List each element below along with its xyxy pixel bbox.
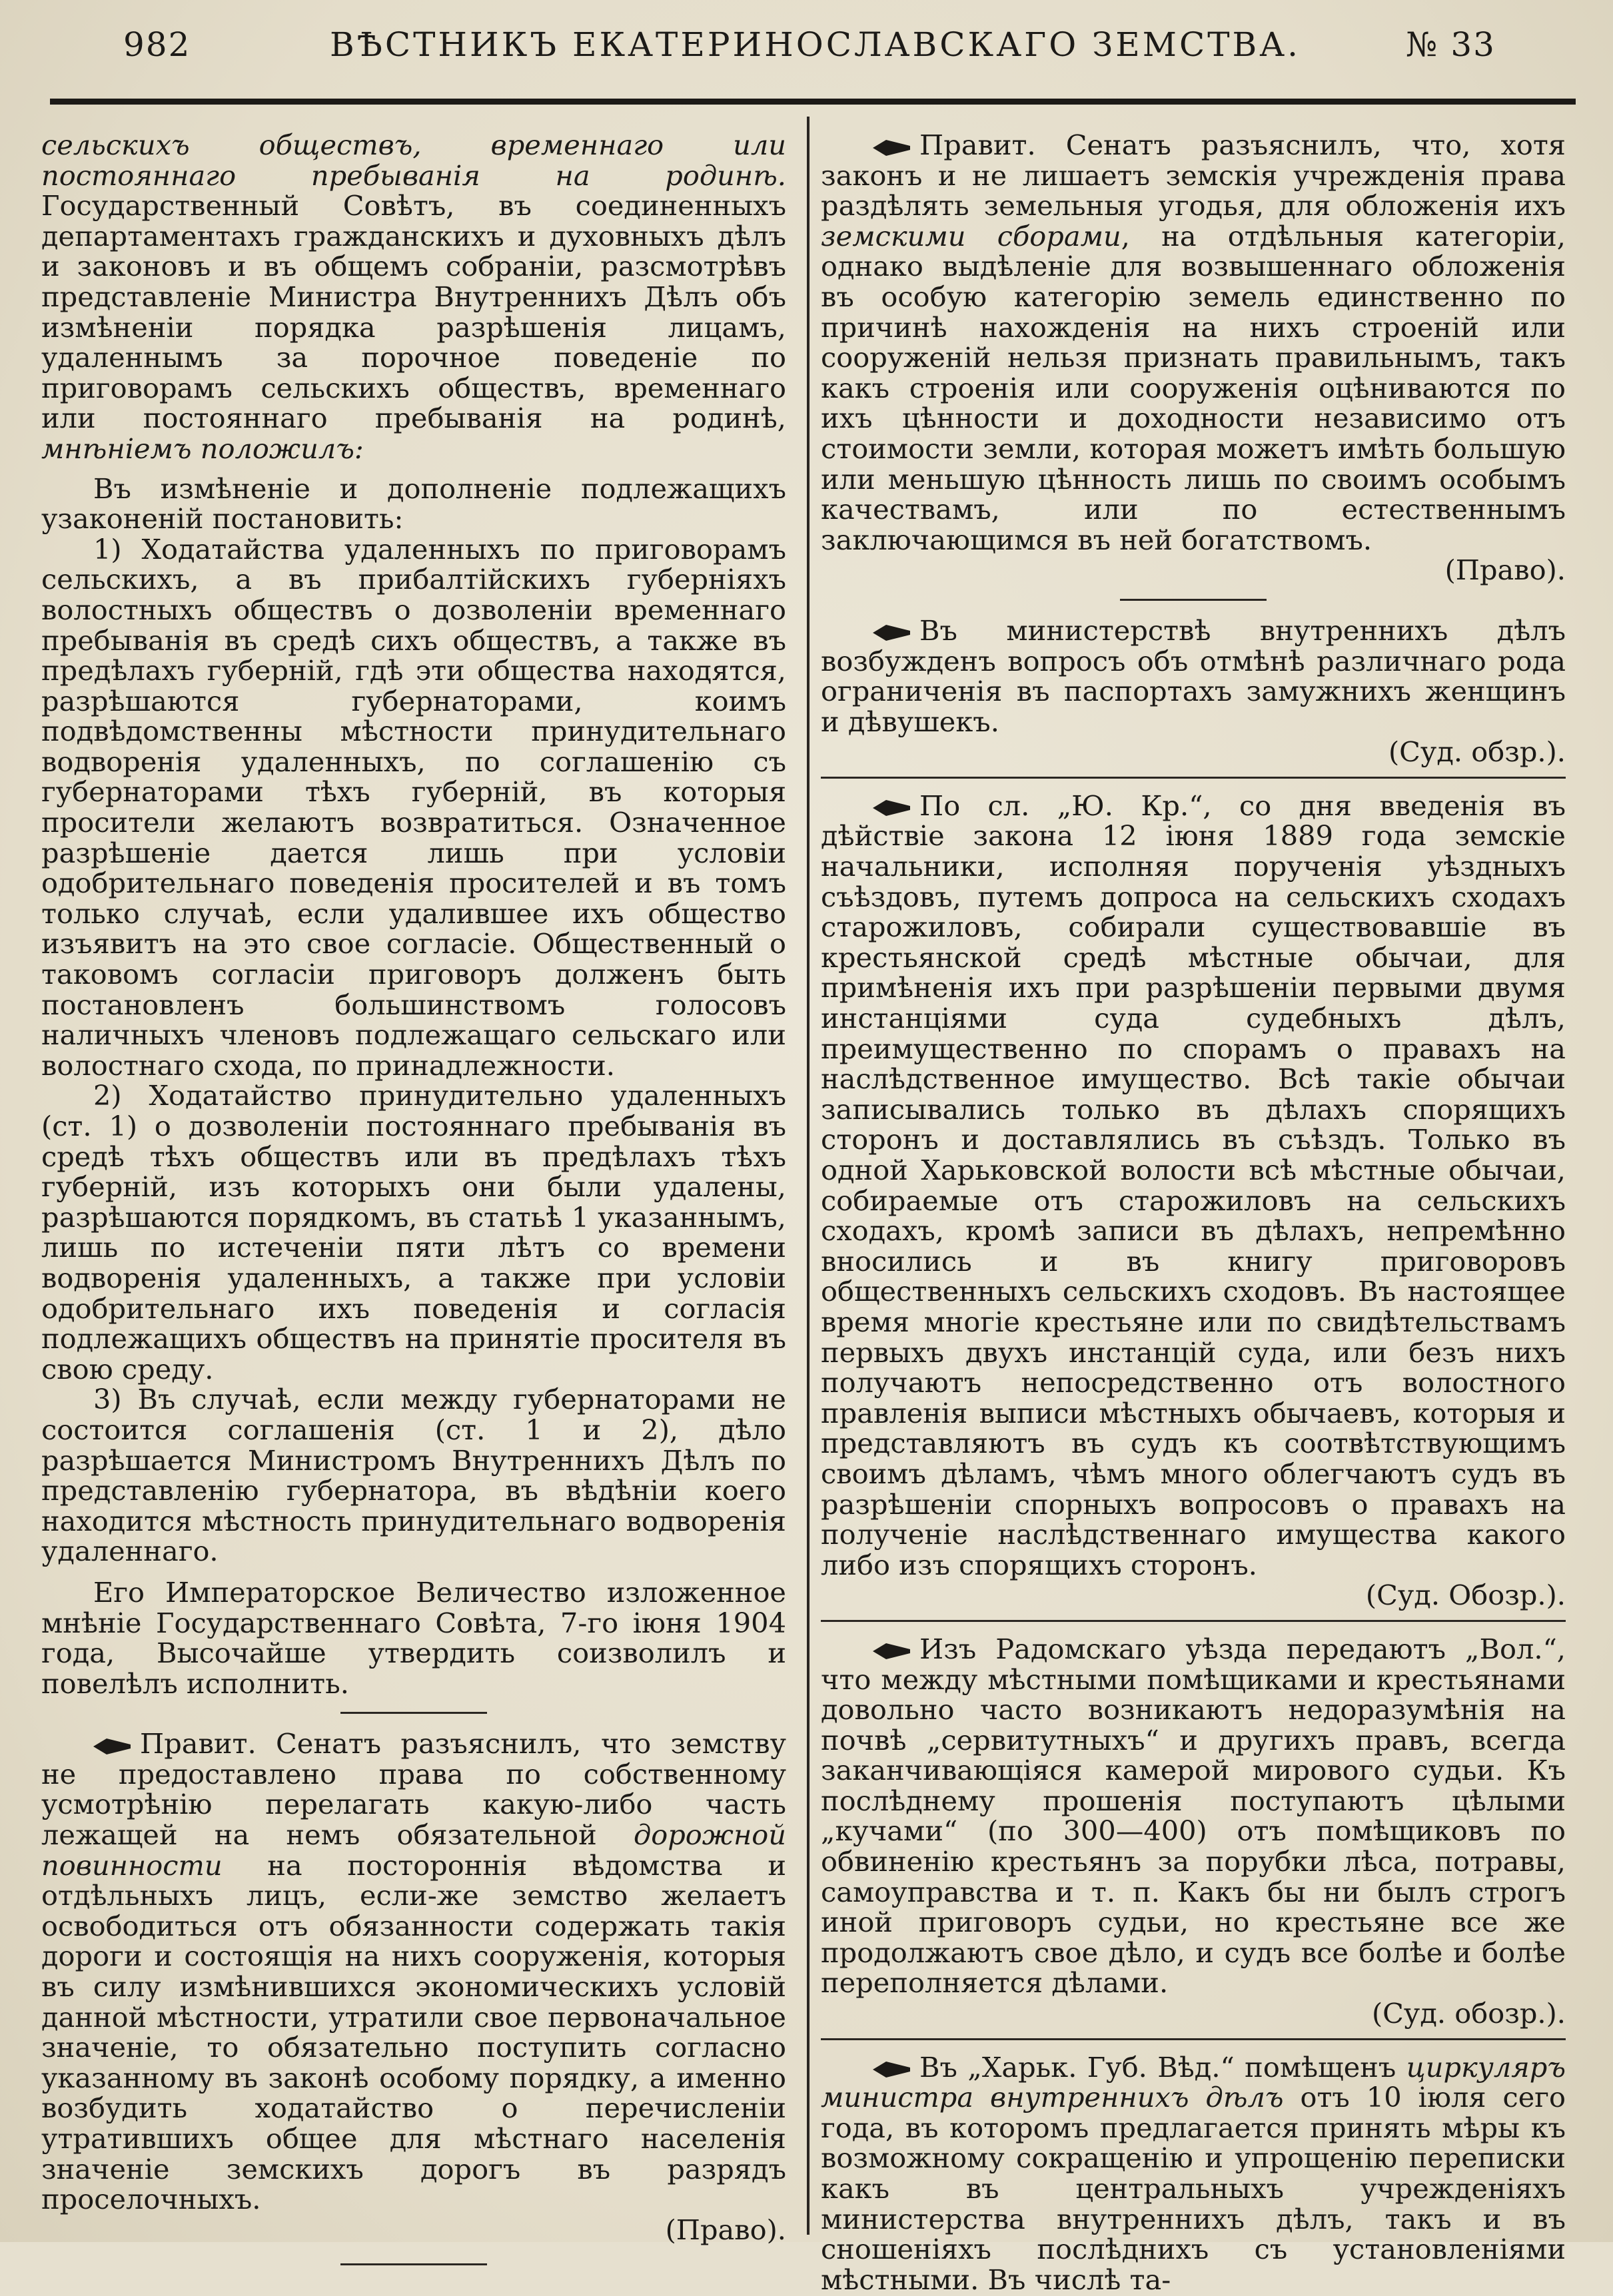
pointing-hand-icon xyxy=(873,623,910,642)
section-separator xyxy=(340,1712,487,1714)
paragraph-text: , на отдѣльныя категоріи, однако выдѣленіе для возвышеннаго обложенія въ особую категорію земель единственно по причинѣ нахожденія на нихъ строеній или сооруженій нельзя признать правильнымъ, такъ какъ строенія или сооруженія оцѣниваются по ихъ цѣнности и доходности независимо отъ стоимости земли, которая можетъ имѣть большую или меньшую цѣнность лишь по своимъ особымъ качествамъ, или по естественнымъ заключающимся въ ней богатствомъ. xyxy=(821,219,1566,556)
paragraph-text: Правит. Сенатъ разъяснилъ, что, хотя законъ и не лишаетъ земскія учрежденія права раздѣлять земельныя угодья, для обложенія ихъ xyxy=(821,129,1566,222)
italic-text: дорожной повинности xyxy=(41,1818,786,1882)
news-item xyxy=(821,1634,1566,1998)
page-header xyxy=(123,20,1496,100)
paragraph-text: По сл. „Ю. Кр.“, со дня введенія въ дѣйствіе закона 12 іюня 1889 года земскіе начальники, исполняя порученія уѣздныхъ съѣздовъ, путемъ допроса на сельскихъ сходахъ старожиловъ, собирали существовавшіе въ крестьянской средѣ мѣстные обычаи, для примѣненія ихъ при разрѣшеніи первыми двумя инстанціями суда судебныхъ дѣлъ, преимущественно по спорамъ о правахъ на наслѣдственное имущество. Всѣ такіе обычаи записывались только въ дѣлахъ спорящихъ сторонъ и доставлялись въ съѣздъ. Только въ одной Харьковской волости всѣ мѣстные обычаи, собираемые отъ старожиловъ на сельскихъ сходахъ, кромѣ записи въ дѣлахъ, непремѣнно вносились и въ книгу приговоровъ общественныхъ сельскихъ сходовъ. Въ настоящее время многіе крестьяне или по свидѣтельствамъ первыхъ двухъ инстанцій суда, или безъ нихъ получаютъ непосредственно отъ волостного правленія выписи мѣстныхъ обычаевъ, которыя и представляютъ въ судъ къ соотвѣтствующимъ своимъ дѣламъ, чѣмъ много облегчаютъ судъ въ разрѣшеніи спорныхъ вопросовъ о правахъ на полученіе наслѣдственнаго имущества какого либо изъ спорящихъ сторонъ. xyxy=(821,789,1566,1581)
source-citation: (Суд. обзр.). xyxy=(1388,735,1566,769)
header-rule xyxy=(50,99,1576,105)
pointing-hand-icon xyxy=(873,139,910,157)
source-citation: (Суд. обозр.). xyxy=(1371,1997,1566,2030)
left-column xyxy=(41,130,786,2280)
pointing-hand-icon xyxy=(873,799,910,817)
paragraph-text: на постороннія вѣдомства и отдѣльныхъ лицъ, если-же земство желаетъ освободиться отъ обязанности содержать такія дороги и состоящія на нихъ сооруженія, которыя въ силу измѣнившихся экономическихъ условій данной мѣстности, утратили свое первоначальное значеніе, то обязательно поступить согласно указанному въ законѣ особому порядку, а именно возбудить ходатайство о перечисленіи утратившихъ общее для мѣстнаго населенія значеніе земскихъ дорогъ въ разрядъ проселочныхъ. xyxy=(41,1848,786,2216)
pointing-hand-icon xyxy=(873,2060,910,2079)
news-item xyxy=(41,1728,786,2215)
news-item xyxy=(821,2052,1566,2295)
news-item xyxy=(821,791,1566,1580)
paragraph-text: Въ „Харьк. Губ. Вѣд.“ помѣщенъ xyxy=(919,2050,1406,2084)
italic-text: мнѣніемъ положилъ: xyxy=(41,432,364,465)
page-number: 982 xyxy=(123,25,191,64)
paragraph-text: Правит. Сенатъ разъяснилъ, что земству не предоставлено права по собственному усмотрѣнію перелагать какую-либо часть лежащей на немъ обязательной xyxy=(41,1727,786,1852)
paragraph-text: Государственный Совѣтъ, въ соединенныхъ департаментахъ гражданскихъ и духовныхъ дѣлъ и законовъ и въ общемъ собраніи, разсмотрѣвъ представленіе Министра Внутреннихъ Дѣлъ объ измѣненіи порядка разрѣшенія лицамъ, удаленнымъ за порочное поведеніе по приговорамъ сельскихъ обществъ, временнаго или постояннаго пребыванія на родинѣ, xyxy=(41,189,786,435)
section-separator xyxy=(821,2038,1566,2040)
paragraph-text: Въ министерствѣ внутреннихъ дѣлъ возбужденъ вопросъ объ отмѣнѣ различнаго рода ограниченія въ паспортахъ замужнихъ женщинъ и дѣвушекъ. xyxy=(821,613,1566,738)
column-divider xyxy=(807,117,809,2235)
source-citation: (Суд. Обозр.). xyxy=(1365,1579,1566,1612)
source-citation: (Право). xyxy=(665,2213,786,2246)
pointing-hand-icon xyxy=(93,1737,131,1756)
source-citation: (Право). xyxy=(1444,554,1566,587)
section-separator xyxy=(821,1620,1566,1622)
italic-text: земскими сборами xyxy=(821,219,1121,252)
article-paragraph: 2) Ходатайство принудительно удаленныхъ (ст. 1) о дозволеніи постояннаго пребыванія въ средѣ тѣхъ обществъ или въ предѣлахъ тѣхъ губерній, изъ которыхъ они были удалены, разрѣшаются порядкомъ, въ статьѣ 1 указаннымъ, лишь по истеченіи пяти лѣтъ со времени водворенія удаленныхъ, а также при условіи одобрительнаго ихъ поведенія и согласія подлежащихъ обществъ на принятіе просителя въ свою среду. xyxy=(41,1079,786,1385)
right-column xyxy=(821,130,1566,2295)
section-separator xyxy=(340,2263,487,2265)
paragraph-text: отъ 10 іюля сего года, въ которомъ предлагается принять мѣры къ возможному сокращенію и упрощенію переписки какъ въ центральныхъ учрежденіяхъ министерства внутреннихъ дѣлъ, такъ и въ сношеніяхъ послѣднихъ съ установленіями мѣстными. Въ числѣ та- xyxy=(821,2081,1566,2296)
article-paragraph: Въ измѣненіе и дополненіе подлежащихъ узаконеній постановить: xyxy=(41,472,786,536)
article-paragraph: Его Императорское Величество изложенное мнѣніе Государственнаго Совѣта, 7-го іюня 1904 года, Высочайше утвердить соизволилъ и повелѣлъ исполнить. xyxy=(41,1575,786,1700)
article-paragraph: 3) Въ случаѣ, если между губернаторами не состоится соглашенія (ст. 1 и 2), дѣло разрѣшается Министромъ Внутреннихъ Дѣлъ по представленію губернатора, въ вѣдѣніи коего находится мѣстность принудительнаго водворенія удаленнаго. xyxy=(41,1383,786,1568)
section-separator xyxy=(821,777,1566,779)
pointing-hand-icon xyxy=(873,1642,910,1661)
news-item xyxy=(821,615,1566,737)
news-item xyxy=(821,130,1566,555)
section-separator xyxy=(1120,599,1267,601)
article-paragraph xyxy=(41,130,786,464)
article-paragraph: 1) Ходатайства удаленныхъ по приговорамъ сельскихъ, а въ прибалтійскихъ губерніяхъ волостныхъ обществъ о дозволеніи временнаго пребыванія въ средѣ сихъ обществъ, а также въ предѣлахъ губерній, гдѣ эти общества находятся, разрѣшаются губернаторами, коимъ подвѣдомственны мѣстности принудительнаго водворенія удаленныхъ, по соглашенію съ губернаторами тѣхъ губерній, въ которыя просители желаютъ возвратиться. Означенное разрѣшеніе дается лишь при условіи одобрительнаго поведенія просителей и въ томъ только случаѣ, если удалившее ихъ общество изъявитъ на это свое согласіе. Общественный о таковомъ согласіи приговоръ долженъ быть постановленъ большинствомъ голосовъ наличныхъ членовъ подлежащаго сельскаго или волостнаго схода, по принадлежности. xyxy=(41,532,786,1082)
paragraph-text: Изъ Радомскаго уѣзда передаютъ „Вол.“, что между мѣстными помѣщиками и крестьянами довольно часто возникаютъ недоразумѣнія на почвѣ „сервитутныхъ“ и другихъ правъ, всегда заканчивающіяся камерой мирового судьи. Къ послѣднему прошенія поступаютъ цѣлыми „кучами“ (по 300—400) отъ помѣщиковъ по обвиненію крестьянъ за порубки лѣса, потравы, самоуправства и т. п. Какъ бы ни былъ строгъ иной приговоръ судьи, но крестьяне все же продолжаютъ свое дѣло, и судъ все болѣе и болѣе переполняется дѣлами. xyxy=(821,1632,1566,2000)
italic-text: сельскихъ обществъ, временнаго или постояннаго пребыванія на родинѣ. xyxy=(41,129,786,192)
issue-number: № 33 xyxy=(1406,25,1496,64)
italic-text: циркуляръ министра внутреннихъ дѣлъ xyxy=(821,2050,1566,2114)
journal-title: ВѢСТНИКЪ ЕКАТЕРИНОСЛАВСКАГО ЗЕМСТВА. xyxy=(330,25,1301,64)
